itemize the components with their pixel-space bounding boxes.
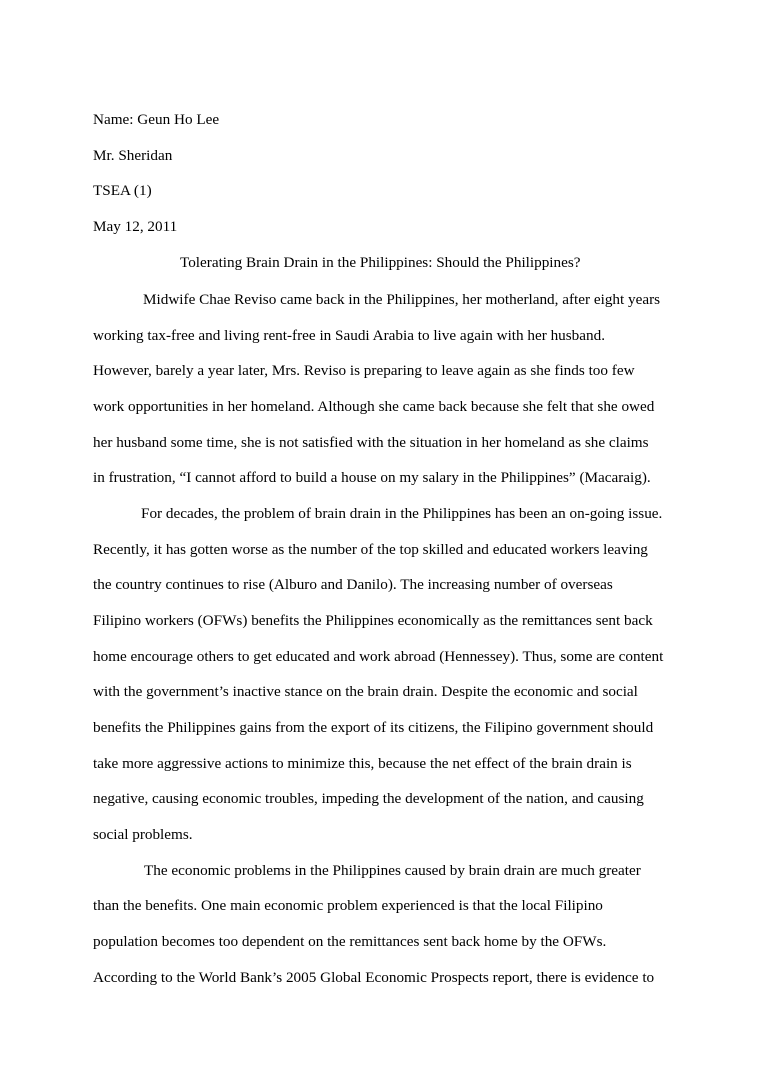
body-line: in frustration, “I cannot afford to build a house on my salary in the Philippines” (Macaraig).	[93, 469, 651, 486]
body-line: population becomes too dependent on the remittances sent back home by the OFWs.	[93, 933, 607, 950]
body-line: The economic problems in the Philippines caused by brain drain are much greater	[144, 862, 641, 879]
body-line: benefits the Philippines gains from the export of its citizens, the Filipino government should	[93, 719, 654, 736]
body-line: than the benefits. One main economic problem experienced is that the local Filipino	[93, 897, 603, 914]
body-line: working tax-free and living rent-free in Saudi Arabia to live again with her husband.	[93, 327, 605, 344]
body-line: Recently, it has gotten worse as the number of the top skilled and educated workers leaving	[93, 541, 648, 558]
body-line: However, barely a year later, Mrs. Reviso is preparing to leave again as she finds too few	[93, 362, 635, 379]
body-line: Midwife Chae Reviso came back in the Philippines, her motherland, after eight years	[143, 291, 661, 308]
student-name: Name: Geun Ho Lee	[93, 111, 220, 128]
body-line: take more aggressive actions to minimize this, because the net effect of the brain drain is	[93, 755, 632, 772]
course-name: TSEA (1)	[93, 182, 152, 199]
teacher-name: Mr. Sheridan	[93, 147, 173, 164]
essay-title: Tolerating Brain Drain in the Philippines: Should the Philippines?	[180, 254, 581, 271]
body-line: According to the World Bank’s 2005 Global Economic Prospects report, there is evidence to	[93, 969, 655, 986]
body-line: negative, causing economic troubles, impeding the development of the nation, and causing	[93, 790, 644, 807]
body-line: For decades, the problem of brain drain in the Philippines has been an on-going issue.	[141, 505, 663, 522]
body-line: with the government’s inactive stance on the brain drain. Despite the economic and social	[93, 683, 638, 700]
body-line: home encourage others to get educated and work abroad (Hennessey). Thus, some are content	[93, 648, 664, 665]
essay-date: May 12, 2011	[93, 218, 178, 235]
body-line: social problems.	[93, 826, 193, 843]
body-line: Filipino workers (OFWs) benefits the Philippines economically as the remittances sent back	[93, 612, 653, 629]
body-line: work opportunities in her homeland. Although she came back because she felt that she owed	[93, 398, 655, 415]
body-line: her husband some time, she is not satisfied with the situation in her homeland as she claims	[93, 434, 649, 451]
body-line: the country continues to rise (Alburo and Danilo). The increasing number of overseas	[93, 576, 613, 593]
